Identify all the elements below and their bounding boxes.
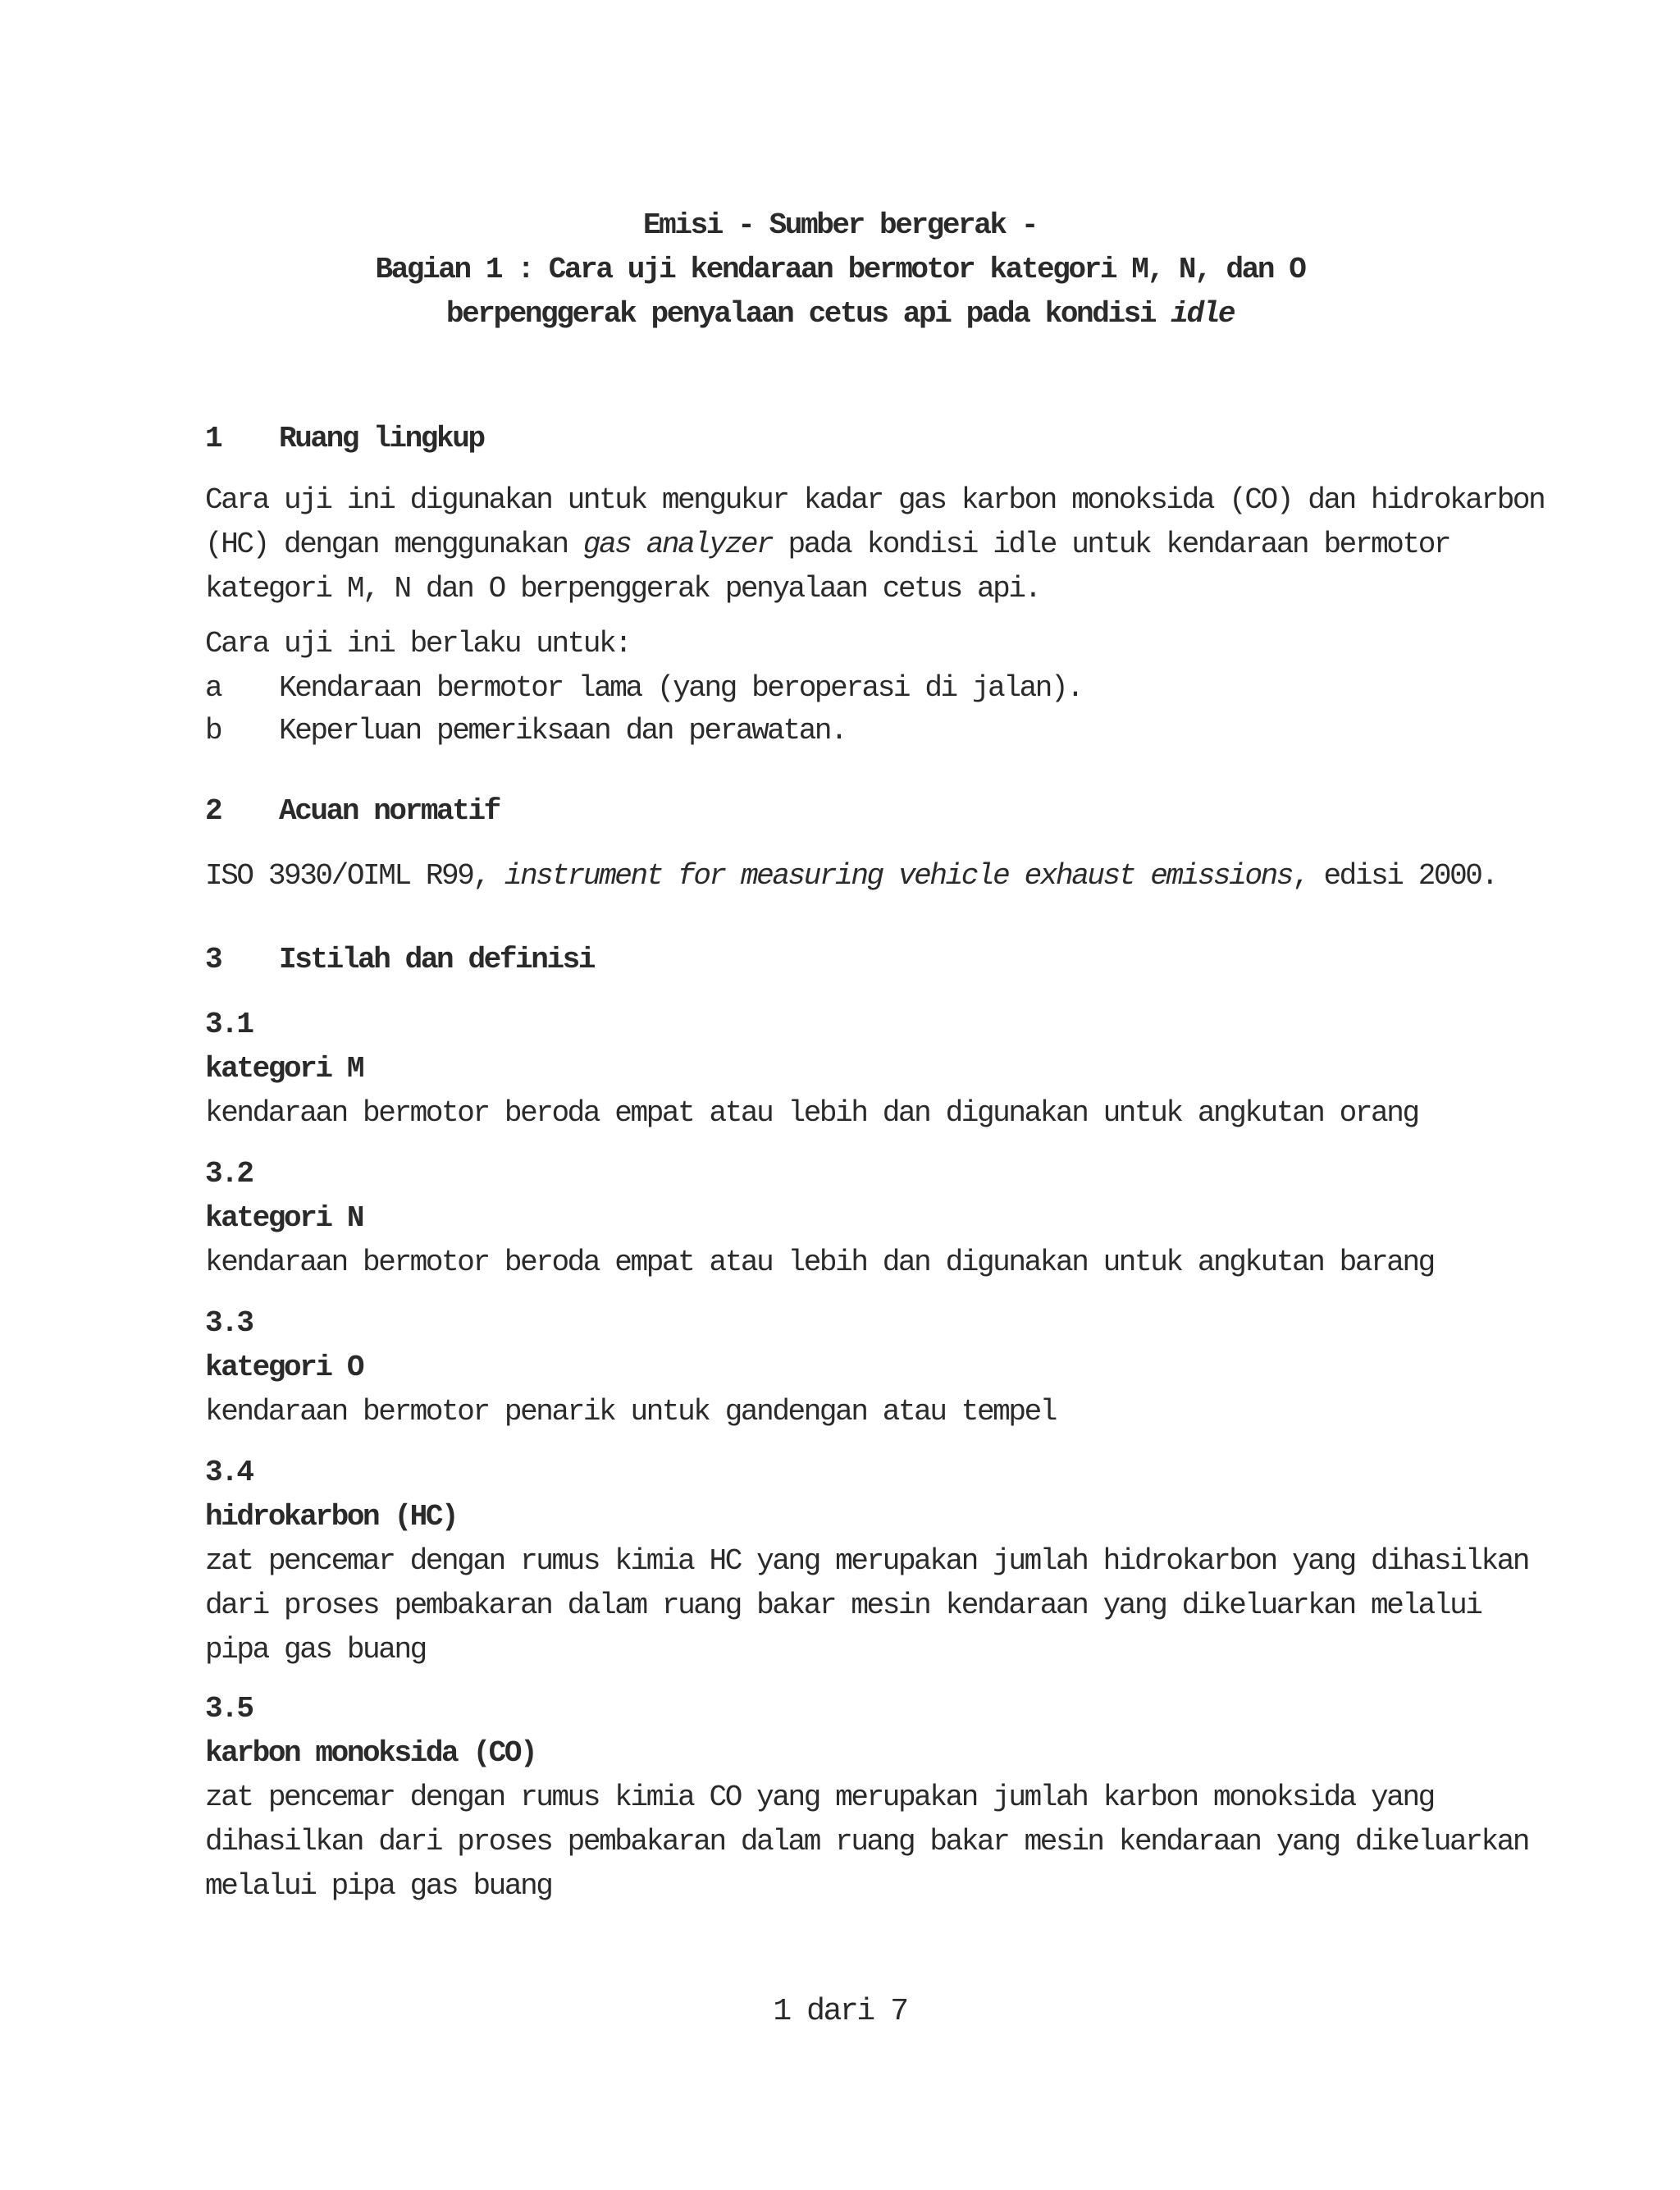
document-title (0, 203, 1680, 336)
scope-paragraph (205, 478, 1545, 611)
term-name: kategori M (205, 1052, 363, 1086)
page-number: 1 dari 7 (773, 1994, 907, 2029)
section-title: Istilah dan definisi (279, 943, 595, 976)
section-3-heading (205, 938, 1485, 982)
term-number: 3.1 (205, 1008, 253, 1041)
term-definition: kendaraan bermotor penarik untuk gandengan atau tempel (205, 1395, 1056, 1429)
normative-reference (205, 854, 1497, 898)
term-definition-line-2: dari proses pembakaran dalam ruang bakar mesin kendaraan yang dikeluarkan melalui (205, 1589, 1481, 1622)
reference-title: instrument for measuring vehicle exhaust emissions (504, 859, 1293, 893)
term-definition: kendaraan bermotor beroda empat atau lebih dan digunakan untuk angkutan orang (205, 1096, 1418, 1130)
list-text: Kendaraan bermotor lama (yang beroperasi di jalan). (279, 671, 1083, 705)
list-text: Keperluan pemeriksaan dan perawatan. (279, 714, 847, 748)
term-definition: kendaraan bermotor beroda empat atau lebih dan digunakan untuk angkutan barang (205, 1246, 1434, 1279)
scope-intro-text: Cara uji ini berlaku untuk: (205, 627, 631, 661)
list-marker: a (205, 671, 221, 705)
list-item (205, 666, 1485, 711)
term-definition-line-1: zat pencemar dengan rumus kimia HC yang merupakan jumlah hidrokarbon yang dihasilkan (205, 1544, 1529, 1578)
term-name: kategori N (205, 1201, 363, 1235)
section-title: Acuan normatif (279, 794, 500, 828)
scope-line-2-a: (HC) dengan menggunakan (205, 528, 583, 561)
term-entry (205, 1687, 1529, 1909)
section-number: 2 (205, 794, 221, 828)
term-number: 3.2 (205, 1157, 253, 1191)
term-number: 3.3 (205, 1306, 253, 1340)
term-name: hidrokarbon (HC) (205, 1500, 458, 1534)
scope-line-1: Cara uji ini digunakan untuk mengukur kadar gas karbon monoksida (CO) dan hidrokarbon (205, 483, 1545, 517)
reference-edition: , edisi 2000. (1292, 859, 1497, 893)
term-entry (205, 1003, 1485, 1136)
term-definition-line-3: melalui pipa gas buang (205, 1869, 552, 1903)
title-line-1: Emisi - Sumber bergerak - (642, 208, 1038, 242)
title-line-3-text: berpenggerak penyalaan cetus api pada kondisi (445, 297, 1156, 331)
term-definition-line-1: zat pencemar dengan rumus kimia CO yang merupakan jumlah karbon monoksida yang (205, 1781, 1434, 1814)
term-name: karbon monoksida (CO) (205, 1736, 536, 1770)
reference-code: ISO 3930/OIML R99, (205, 859, 504, 893)
scope-intro (205, 622, 1485, 666)
term-number: 3.4 (205, 1456, 253, 1489)
term-entry (205, 1152, 1485, 1285)
title-line-3 (0, 292, 1680, 336)
scope-line-2-emphasis: gas analyzer (582, 528, 773, 561)
term-entry (205, 1451, 1529, 1672)
section-2-heading (205, 789, 1485, 834)
scope-line-2-b: pada kondisi idle untuk kendaraan bermotor (772, 528, 1450, 561)
term-definition-line-3: pipa gas buang (205, 1633, 426, 1667)
list-marker: b (205, 714, 221, 748)
title-line-3-emphasis: idle (1171, 297, 1235, 331)
section-title: Ruang lingkup (279, 422, 484, 455)
title-line-2: Bagian 1 : Cara uji kendaraan bermotor kategori M, N, dan O (375, 253, 1305, 286)
term-number: 3.5 (205, 1692, 253, 1726)
term-definition-line-2: dihasilkan dari proses pembakaran dalam ruang bakar mesin kendaraan yang dikeluarkan (205, 1825, 1529, 1859)
list-item (205, 709, 1485, 753)
term-entry (205, 1301, 1485, 1434)
section-number: 3 (205, 943, 221, 976)
scope-line-3: kategori M, N dan O berpenggerak penyalaan cetus api. (205, 572, 1040, 606)
scope-line-2 (205, 523, 1485, 567)
term-name: kategori O (205, 1351, 363, 1384)
section-1-heading (205, 417, 1485, 461)
section-number: 1 (205, 422, 221, 455)
